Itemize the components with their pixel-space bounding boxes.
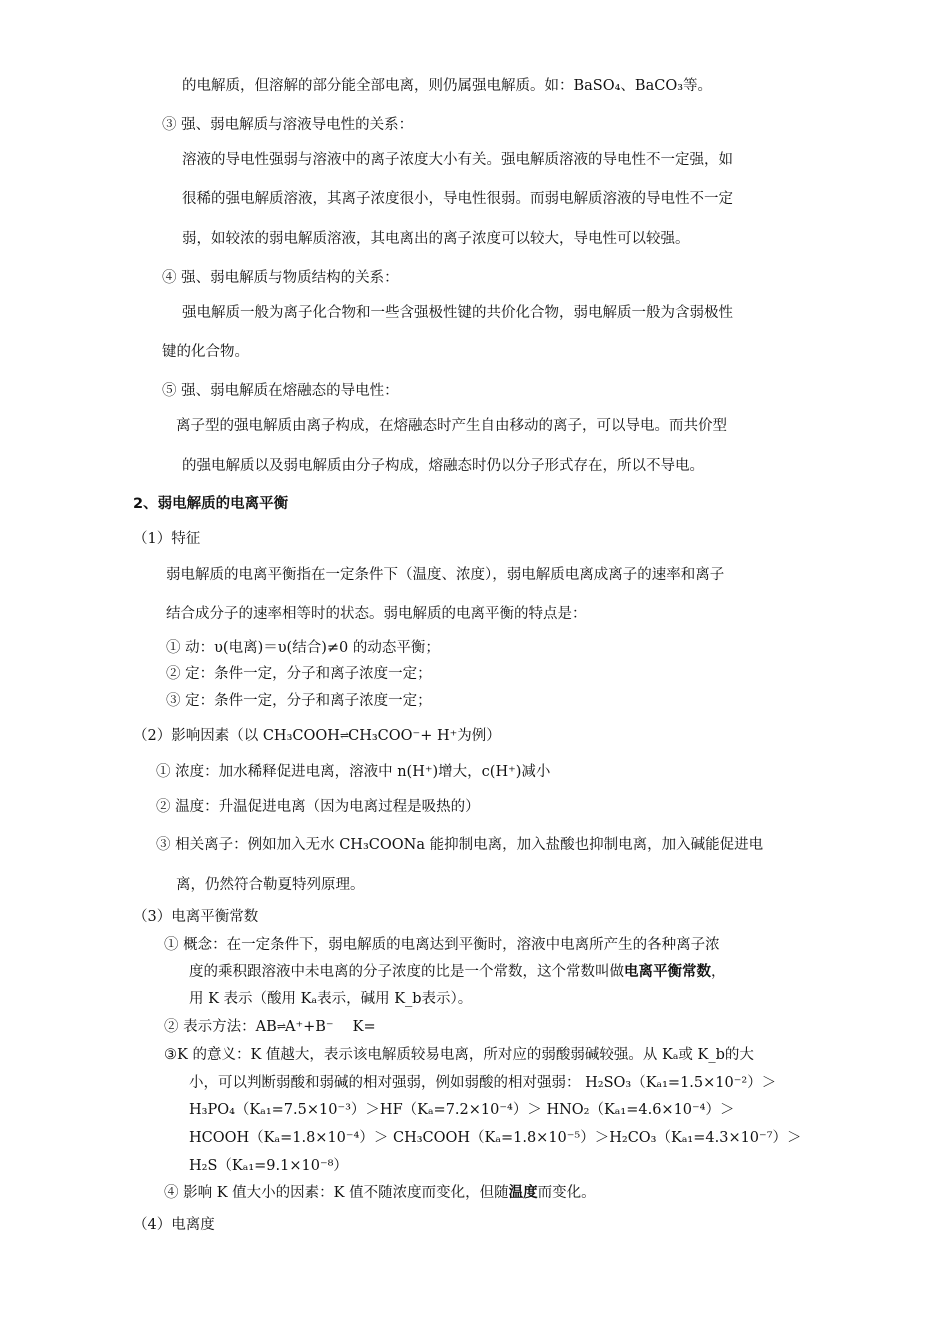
text-part: A⁺+B⁻ K= — [284, 1019, 376, 1035]
list-item-3: ③ 强、弱电解质与溶液导电性的关系： — [162, 117, 414, 133]
list-item — [164, 1017, 376, 1037]
text-line: 离子型的强电解质由离子构成，在熔融态时产生自由移动的离子，可以导电。而共价型 — [176, 418, 727, 434]
section-heading: 2、弱电解质的电离平衡 — [133, 496, 289, 512]
text-line: 溶液的导电性强弱与溶液中的离子浓度大小有关。强电解质溶液的导电性不一定强，如 — [182, 152, 733, 168]
equilibrium-arrow-icon: ⇌ — [276, 1020, 285, 1033]
heading-part: （2）影响因素（以 CH₃COOH — [133, 728, 340, 744]
text-line: H₂S（Kₐ₁=9.1×10⁻⁸） — [189, 1158, 348, 1174]
text-line: 的电解质，但溶解的部分能全部电离，则仍属强电解质。如：BaSO₄、BaCO₃等。 — [182, 78, 713, 94]
list-item: ② 温度：升温促进电离（因为电离过程是吸热的） — [156, 799, 480, 815]
list-item: ② 定：条件一定，分子和离子浓度一定； — [166, 666, 432, 682]
text-line: 结合成分子的速率相等时的状态。弱电解质的电离平衡的特点是： — [166, 606, 587, 622]
text-part: ④ 影响 K 值大小的因素：K 值不随浓度而变化，但随 — [164, 1185, 509, 1201]
text-line: 强电解质一般为离子化合物和一些含强极性键的共价化合物，弱电解质一般为含弱极性 — [182, 305, 733, 321]
list-item: ③ 相关离子：例如加入无水 CH₃COONa 能抑制电离，加入盐酸也抑制电离，加入碱能促进电 — [156, 837, 764, 853]
list-item-4: ④ 强、弱电解质与物质结构的关系： — [162, 270, 399, 286]
subsection-heading: （3）电离平衡常数 — [133, 909, 259, 925]
equilibrium-arrow-icon: ⇌ — [339, 729, 349, 742]
text-line: 离，仍然符合勒夏特列原理。 — [176, 877, 365, 893]
text-part: 度的乘积跟溶液中未电离的分子浓度的比是一个常数，这个常数叫做 — [189, 964, 624, 980]
text-part: ② 表示方法：AB — [164, 1019, 277, 1035]
text-line: 弱，如较浓的弱电解质溶液，其电离出的离子浓度可以较大，导电性可以较强。 — [182, 231, 690, 247]
bold-term: 温度 — [508, 1184, 538, 1201]
text-line: 用 K 表示（酸用 Kₐ表示，碱用 K_b表示）。 — [189, 991, 473, 1007]
text-line: 很稀的强电解质溶液，其离子浓度很小，导电性很弱。而弱电解质溶液的导电性不一定 — [182, 191, 733, 207]
list-item: ③ 定：条件一定，分子和离子浓度一定； — [166, 693, 432, 709]
text-line: H₃PO₄（Kₐ₁=7.5×10⁻³）＞HF（Kₐ=7.2×10⁻⁴）＞ HNO₂（Kₐ₁=4.6×10⁻⁴）＞ — [189, 1102, 735, 1118]
list-item: ① 动：υ(电离)＝υ(结合)≠0 的动态平衡； — [166, 640, 440, 656]
subsection-heading: （1）特征 — [133, 531, 201, 547]
bold-term: 电离平衡常数 — [624, 963, 711, 980]
list-item: ① 概念：在一定条件下，弱电解质的电离达到平衡时，溶液中电离所产生的各种离子浓 — [164, 937, 720, 953]
text-part: 而变化。 — [537, 1185, 596, 1201]
text-line — [189, 962, 726, 982]
subsection-heading: （4）电离度 — [133, 1217, 215, 1233]
text-line: 小，可以判断弱酸和弱碱的相对强弱，例如弱酸的相对强弱： H₂SO₃（Kₐ₁=1.5×10⁻²）＞ — [189, 1075, 777, 1091]
heading-part: CH₃COO⁻+ H⁺为例） — [348, 728, 501, 744]
list-item: ③K 的意义：K 值越大，表示该电解质较易电离，所对应的弱酸弱碱较强。从 Kₐ或 K_b的大 — [164, 1047, 754, 1063]
text-line: 弱电解质的电离平衡指在一定条件下（温度、浓度），弱电解质电离成离子的速率和离子 — [166, 567, 725, 583]
subsection-heading — [133, 726, 501, 746]
list-item: ① 浓度：加水稀释促进电离，溶液中 n(H⁺)增大，c(H⁺)减小 — [156, 764, 551, 780]
text-part: ， — [711, 964, 726, 980]
list-item — [164, 1183, 596, 1203]
text-line: HCOOH（Kₐ=1.8×10⁻⁴）＞ CH₃COOH（Kₐ=1.8×10⁻⁵）＞H₂CO₃（Kₐ₁=4.3×10⁻⁷）＞ — [189, 1130, 802, 1146]
list-item-5: ⑤ 强、弱电解质在熔融态的导电性： — [162, 383, 399, 399]
text-line: 的强电解质以及弱电解质由分子构成，熔融态时仍以分子形式存在，所以不导电。 — [182, 458, 704, 474]
text-line: 键的化合物。 — [162, 344, 249, 360]
